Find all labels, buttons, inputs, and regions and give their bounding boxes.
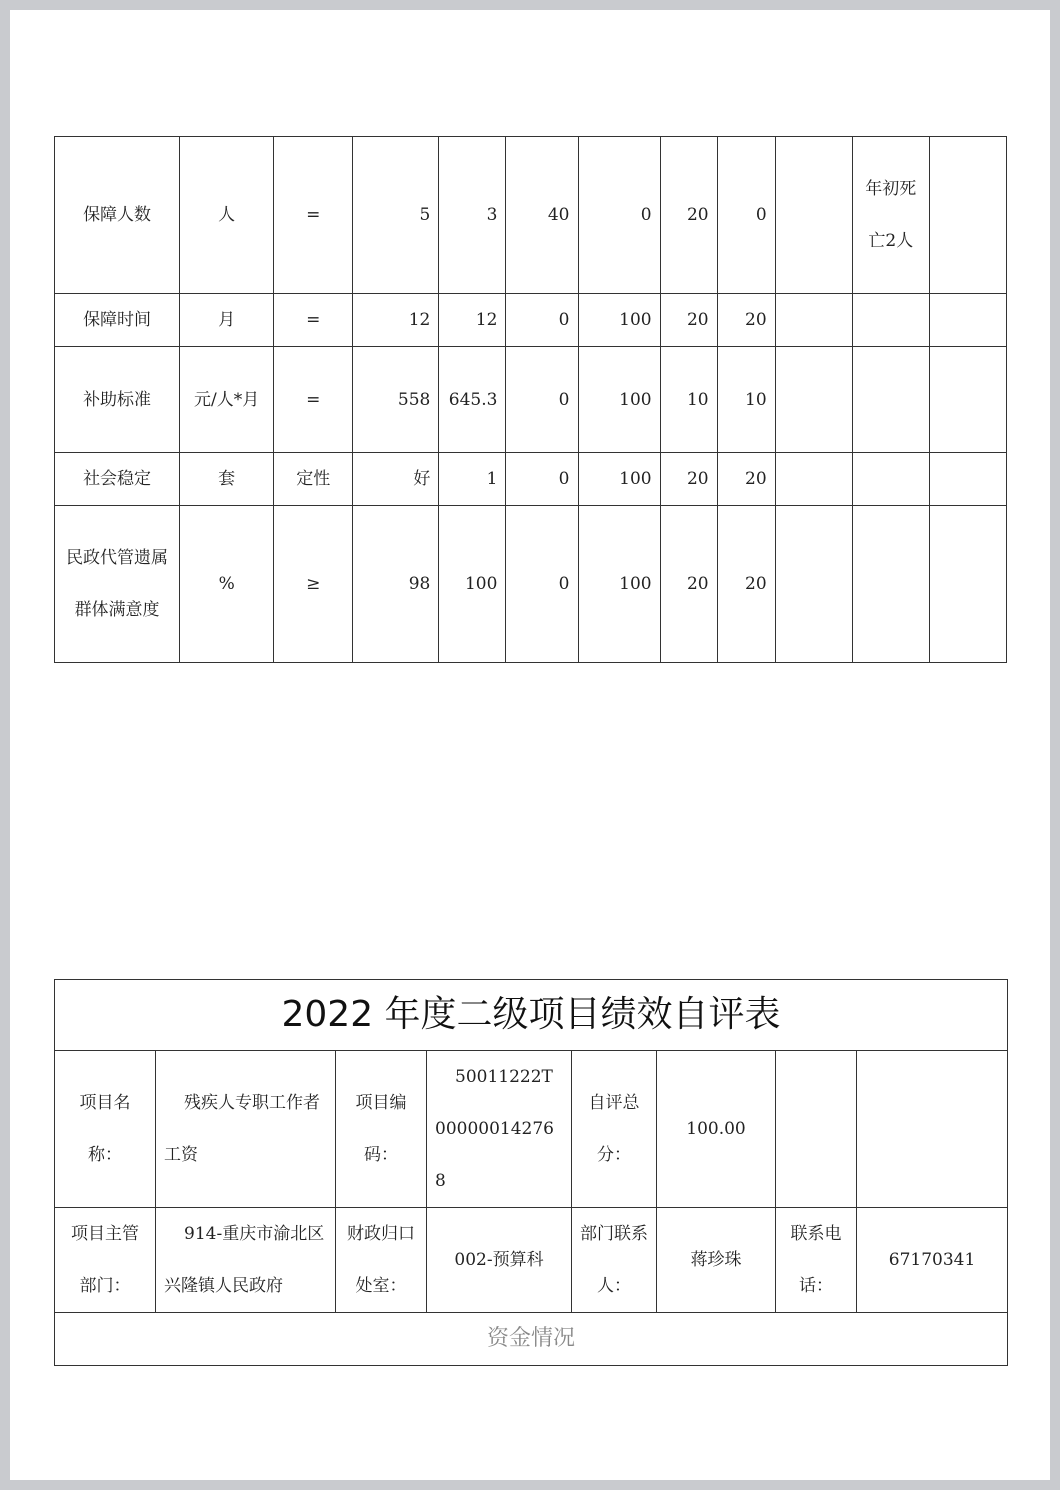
- cell-c2: 100: [578, 453, 660, 506]
- cell-score: 10: [717, 347, 775, 453]
- cell-target: 5: [353, 137, 439, 294]
- cell-score: 0: [717, 137, 775, 294]
- cell-note3: [929, 294, 1006, 347]
- project-code-value: 50011222T000000142768: [427, 1051, 572, 1208]
- cell-score: 20: [717, 453, 775, 506]
- cell-note3: [929, 347, 1006, 453]
- contact-value: 蒋珍珠: [657, 1208, 776, 1313]
- cell-note2: [852, 294, 929, 347]
- self-evaluation-table: [54, 979, 1008, 1366]
- cell-op: 定性: [274, 453, 353, 506]
- indicator-table: [54, 136, 1007, 663]
- cell-weight: 10: [660, 347, 717, 453]
- project-name-value: 残疾人专职工作者工资: [156, 1051, 336, 1208]
- cell-note2: [852, 347, 929, 453]
- contact-label: 部门联系人：: [572, 1208, 657, 1313]
- cell-c2: 100: [578, 506, 660, 663]
- cell-target: 12: [353, 294, 439, 347]
- table-row: [55, 137, 1007, 294]
- cell-c2: 100: [578, 294, 660, 347]
- phone-value: 67170341: [857, 1208, 1008, 1313]
- cell-actual: 1: [439, 453, 506, 506]
- project-name-label: 项目名称：: [55, 1051, 156, 1208]
- cell-note1: [775, 453, 852, 506]
- cell-name: 补助标准: [55, 347, 180, 453]
- cell-c1: 0: [506, 453, 578, 506]
- cell-weight: 20: [660, 453, 717, 506]
- cell-target: 558: [353, 347, 439, 453]
- cell-note3: [929, 506, 1006, 663]
- table-row: [55, 453, 1007, 506]
- cell-weight: 20: [660, 137, 717, 294]
- score-value: 100.00: [657, 1051, 776, 1208]
- cell-unit: 人: [180, 137, 274, 294]
- cell-actual: 12: [439, 294, 506, 347]
- cell-actual: 100: [439, 506, 506, 663]
- cell-unit: 套: [180, 453, 274, 506]
- finance-value: 002-预算科: [427, 1208, 572, 1313]
- cell-note1: [775, 506, 852, 663]
- dept-value: 914-重庆市渝北区兴隆镇人民政府: [156, 1208, 336, 1313]
- cell-target: 好: [353, 453, 439, 506]
- table-title: 2022 年度二级项目绩效自评表: [55, 980, 1008, 1051]
- cell-name: 保障时间: [55, 294, 180, 347]
- cell-c1: 0: [506, 294, 578, 347]
- table-row: [55, 294, 1007, 347]
- cell-c1: 0: [506, 506, 578, 663]
- cell-name: 保障人数: [55, 137, 180, 294]
- cell-actual: 3: [439, 137, 506, 294]
- cell-note2: [852, 506, 929, 663]
- project-code-label: 项目编码：: [336, 1051, 427, 1208]
- cell-target: 98: [353, 506, 439, 663]
- cell-weight: 20: [660, 294, 717, 347]
- table-row: [55, 506, 1007, 663]
- cell-op: =: [274, 347, 353, 453]
- cell-op: =: [274, 294, 353, 347]
- cell-score: 20: [717, 294, 775, 347]
- empty-cell: [776, 1051, 857, 1208]
- cell-c1: 40: [506, 137, 578, 294]
- cell-op: =: [274, 137, 353, 294]
- empty-cell: [857, 1051, 1008, 1208]
- cell-op: ≥: [274, 506, 353, 663]
- table-row: [55, 347, 1007, 453]
- cell-unit: 月: [180, 294, 274, 347]
- cell-note1: [775, 347, 852, 453]
- score-label: 自评总分：: [572, 1051, 657, 1208]
- cell-weight: 20: [660, 506, 717, 663]
- cell-actual: 645.3: [439, 347, 506, 453]
- cell-note1: [775, 137, 852, 294]
- cell-c2: 0: [578, 137, 660, 294]
- cell-note2: [852, 453, 929, 506]
- cell-unit: 元/人*月: [180, 347, 274, 453]
- cell-name: 社会稳定: [55, 453, 180, 506]
- dept-label: 项目主管部门：: [55, 1208, 156, 1313]
- cell-c2: 100: [578, 347, 660, 453]
- cell-note2: 年初死亡2人: [852, 137, 929, 294]
- section-heading: 资金情况: [55, 1313, 1008, 1366]
- cell-c1: 0: [506, 347, 578, 453]
- phone-label: 联系电话：: [776, 1208, 857, 1313]
- cell-score: 20: [717, 506, 775, 663]
- cell-note1: [775, 294, 852, 347]
- finance-label: 财政归口处室：: [336, 1208, 427, 1313]
- cell-unit: %: [180, 506, 274, 663]
- document-page: [10, 10, 1050, 1480]
- cell-name: 民政代管遗属群体满意度: [55, 506, 180, 663]
- cell-note3: [929, 137, 1006, 294]
- cell-note3: [929, 453, 1006, 506]
